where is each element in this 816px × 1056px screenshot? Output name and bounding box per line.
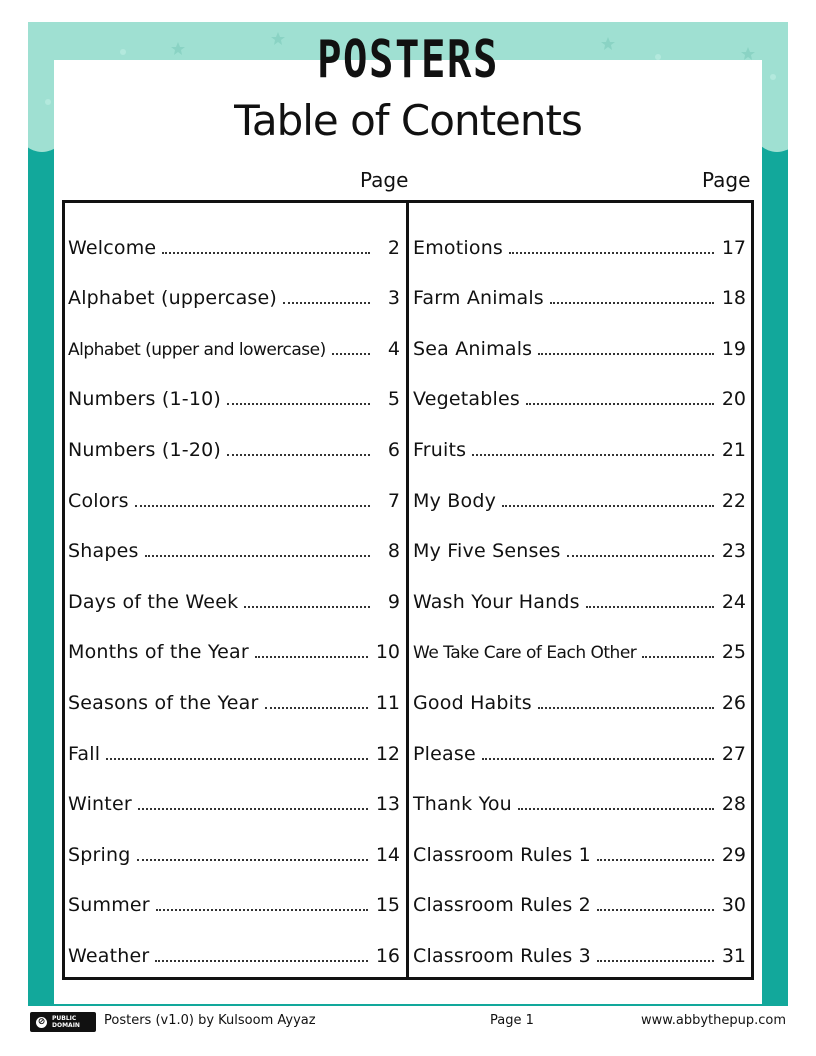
dot-leader: [586, 606, 714, 608]
toc-entry-label: Sea Animals: [413, 337, 533, 360]
public-domain-icon[interactable]: ⊘ PUBLIC DOMAIN: [30, 1012, 96, 1032]
toc-entry-page: 13: [375, 793, 400, 816]
toc-entry-page: 10: [375, 641, 400, 664]
toc-right-column: [413, 214, 746, 973]
toc-entry-page: 27: [721, 742, 746, 765]
footer-credit: Posters (v1.0) by Kulsoom Ayyaz: [104, 1013, 316, 1028]
toc-entry[interactable]: [68, 922, 400, 973]
toc-entry-page: 28: [721, 793, 746, 816]
toc-entry-page: 9: [387, 590, 400, 613]
toc-entry[interactable]: [68, 265, 400, 316]
toc-entry[interactable]: [413, 366, 746, 417]
dot-leader: [472, 454, 714, 456]
toc-entry-page: 18: [721, 287, 746, 310]
toc-entry-label: Fall: [68, 742, 101, 765]
toc-entry-label: We Take Care of Each Other: [413, 643, 637, 664]
dot-leader: [135, 505, 370, 507]
toc-entry-label: Weather: [68, 944, 150, 967]
dot-leader: [567, 555, 714, 557]
toc-entry-label: Winter: [68, 793, 132, 816]
toc-entry[interactable]: [68, 366, 400, 417]
toc-entry[interactable]: [413, 922, 746, 973]
dot-leader: [162, 252, 370, 254]
toc-entry[interactable]: [68, 619, 400, 670]
license-badge-text: PUBLIC DOMAIN: [52, 1015, 80, 1029]
toc-entry[interactable]: [68, 821, 400, 872]
toc-entry-page: 22: [721, 489, 746, 512]
toc-entry-label: Numbers (1-10): [68, 388, 222, 411]
toc-entry[interactable]: [68, 720, 400, 771]
toc-entry-label: Classroom Rules 3: [413, 944, 591, 967]
toc-entry-page: 12: [375, 742, 400, 765]
toc-entry[interactable]: [68, 315, 400, 366]
toc-entry-label: Seasons of the Year: [68, 691, 259, 714]
toc-entry-page: 20: [721, 388, 746, 411]
dot-leader: [597, 859, 714, 861]
dot-leader: [255, 656, 368, 658]
dot-leader: [502, 505, 714, 507]
toc-entry[interactable]: [413, 265, 746, 316]
toc-entry-label: Emotions: [413, 236, 504, 259]
dot-leader: [137, 859, 368, 861]
toc-entry-page: 17: [721, 236, 746, 259]
toc-entry[interactable]: [413, 214, 746, 265]
toc-entry[interactable]: [413, 669, 746, 720]
dot-leader: [155, 960, 367, 962]
dot-leader: [597, 960, 714, 962]
dot-leader: [526, 403, 714, 405]
dot-leader: [145, 555, 370, 557]
toc-entry-page: 16: [375, 944, 400, 967]
toc-entry-label: Thank You: [413, 793, 512, 816]
toc-entry-label: Numbers (1-20): [68, 438, 222, 461]
toc-entry-label: Vegetables: [413, 388, 520, 411]
toc-entry[interactable]: [413, 416, 746, 467]
dot-leader: [509, 252, 714, 254]
toc-entry-page: 8: [387, 540, 400, 563]
dot-leader: [482, 758, 714, 760]
toc-entry-page: 29: [721, 843, 746, 866]
toc-column-divider: [406, 200, 409, 980]
toc-entry-label: Shapes: [68, 540, 139, 563]
toc-entry-label: Fruits: [413, 438, 467, 461]
dot-leader: [550, 302, 714, 304]
page-footer: [28, 1010, 788, 1032]
toc-entry[interactable]: [413, 619, 746, 670]
toc-entry-page: 4: [387, 337, 400, 360]
dot-leader: [518, 808, 714, 810]
toc-entry[interactable]: [68, 416, 400, 467]
toc-entry-page: 2: [387, 236, 400, 259]
toc-entry-label: Good Habits: [413, 691, 532, 714]
toc-entry-label: Alphabet (upper and lowercase): [68, 339, 326, 360]
toc-entry[interactable]: [68, 568, 400, 619]
toc-entry-label: My Five Senses: [413, 540, 561, 563]
toc-entry-page: 31: [721, 944, 746, 967]
toc-entry[interactable]: [68, 771, 400, 822]
toc-entry[interactable]: [68, 518, 400, 569]
toc-entry-page: 30: [721, 894, 746, 917]
page-title: POSTERS: [317, 30, 499, 90]
toc-entry-label: Alphabet (uppercase): [68, 287, 278, 310]
dot-leader: [106, 758, 368, 760]
toc-entry[interactable]: [413, 467, 746, 518]
toc-entry-label: Days of the Week: [68, 590, 239, 613]
toc-entry[interactable]: [413, 720, 746, 771]
dot-leader: [227, 454, 370, 456]
toc-entry-page: 5: [387, 388, 400, 411]
toc-entry[interactable]: [413, 518, 746, 569]
footer-page-number: Page 1: [490, 1013, 534, 1028]
dot-leader: [244, 606, 370, 608]
toc-entry-label: My Body: [413, 489, 497, 512]
dot-leader: [332, 353, 370, 355]
toc-entry-page: 24: [721, 590, 746, 613]
dot-leader: [227, 403, 370, 405]
toc-entry[interactable]: [68, 467, 400, 518]
toc-entry-page: 19: [721, 337, 746, 360]
toc-entry-page: 6: [387, 438, 400, 461]
dot-leader: [156, 909, 368, 911]
toc-entry-label: Months of the Year: [68, 641, 249, 664]
page-subtitle: Table of Contents: [234, 96, 582, 145]
right-page-column-label: Page: [702, 168, 751, 192]
toc-entry[interactable]: [413, 872, 746, 923]
toc-entry-page: 23: [721, 540, 746, 563]
dot-leader: [597, 909, 714, 911]
toc-entry-label: Classroom Rules 2: [413, 894, 591, 917]
toc-entry[interactable]: [68, 669, 400, 720]
footer-website-link[interactable]: www.abbythepup.com: [641, 1013, 786, 1028]
toc-entry-label: Summer: [68, 894, 150, 917]
toc-left-column: [68, 214, 400, 973]
dot-leader: [265, 707, 368, 709]
toc-entry[interactable]: [68, 872, 400, 923]
toc-entry-label: Welcome: [68, 236, 157, 259]
toc-entry-label: Classroom Rules 1: [413, 843, 591, 866]
dot-leader: [138, 808, 368, 810]
toc-entry-page: 11: [375, 691, 400, 714]
toc-entry[interactable]: [413, 821, 746, 872]
dot-leader: [642, 656, 714, 658]
toc-entry-label: Spring: [68, 843, 131, 866]
toc-entry-page: 25: [721, 641, 746, 664]
toc-entry-page: 3: [387, 287, 400, 310]
toc-entry[interactable]: [68, 214, 400, 265]
toc-entry-label: Wash Your Hands: [413, 590, 580, 613]
dot-leader: [538, 353, 714, 355]
toc-entry-page: 14: [375, 843, 400, 866]
toc-entry-label: Colors: [68, 489, 129, 512]
toc-entry-label: Please: [413, 742, 476, 765]
toc-entry-label: Farm Animals: [413, 287, 544, 310]
toc-entry[interactable]: [413, 315, 746, 366]
dot-leader: [538, 707, 714, 709]
toc-entry-page: 15: [375, 894, 400, 917]
left-page-column-label: Page: [360, 168, 409, 192]
toc-entry[interactable]: [413, 771, 746, 822]
dot-leader: [283, 302, 370, 304]
toc-entry-page: 7: [387, 489, 400, 512]
toc-entry[interactable]: [413, 568, 746, 619]
toc-entry-page: 21: [721, 438, 746, 461]
toc-entry-page: 26: [721, 691, 746, 714]
